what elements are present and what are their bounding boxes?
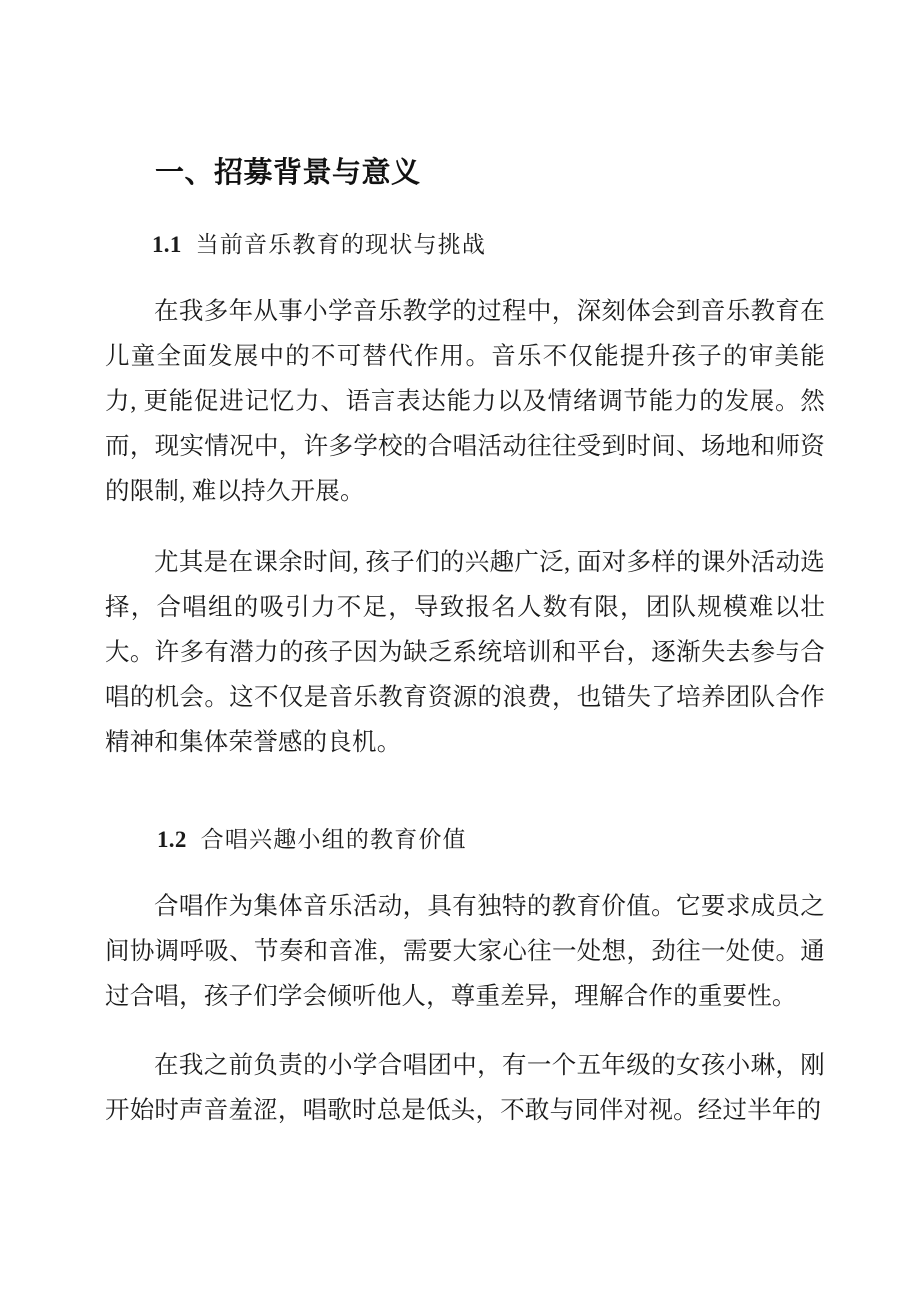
subheading-label: 当前音乐教育的现状与挑战 (195, 232, 487, 257)
subheading-number: 1.1 (152, 232, 182, 257)
document-content (105, 0, 825, 1133)
paragraph: 在我多年从事小学音乐教学的过程中，深刻体会到音乐教育在儿童全面发展中的不可替代作用。音乐不仅能提升孩子的审美能力, 更能促进记忆力、语言表达能力以及情绪调节能力的发展。然而，现实情况中，许多学校的合唱活动往往受到时间、场地和师资的限制, 难以持久开展。 (105, 298, 825, 505)
page-title: 一、招募背景与意义 (155, 155, 421, 189)
paragraph: 在我之前负责的小学合唱团中，有一个五年级的女孩小琳，刚开始时声音羞涩，唱歌时总是低头，不敢与同伴对视。经过半年的 (105, 1052, 825, 1124)
subheading-label: 合唱兴趣小组的教育价值 (200, 827, 467, 852)
subheading-1-2 (105, 765, 825, 857)
paragraph: 合唱作为集体音乐活动，具有独特的教育价值。它要求成员之间协调呼吸、节奏和音准，需要大家心往一处想，劲往一处使。通过合唱，孩子们学会倾听他人，尊重差异，理解合作的重要性。 (105, 893, 825, 1010)
subheading-1-1 (105, 192, 825, 262)
subheading-number: 1.2 (157, 827, 187, 852)
paragraph: 尤其是在课余时间, 孩子们的兴趣广泛, 面对多样的课外活动选择，合唱组的吸引力不足，导致报名人数有限，团队规模难以壮大。许多有潜力的孩子因为缺乏系统培训和平台，逐渐失去参与合唱的机会。这不仅是音乐教育资源的浪费，也错失了培养团队合作精神和集体荣誉感的良机。 (105, 549, 825, 756)
